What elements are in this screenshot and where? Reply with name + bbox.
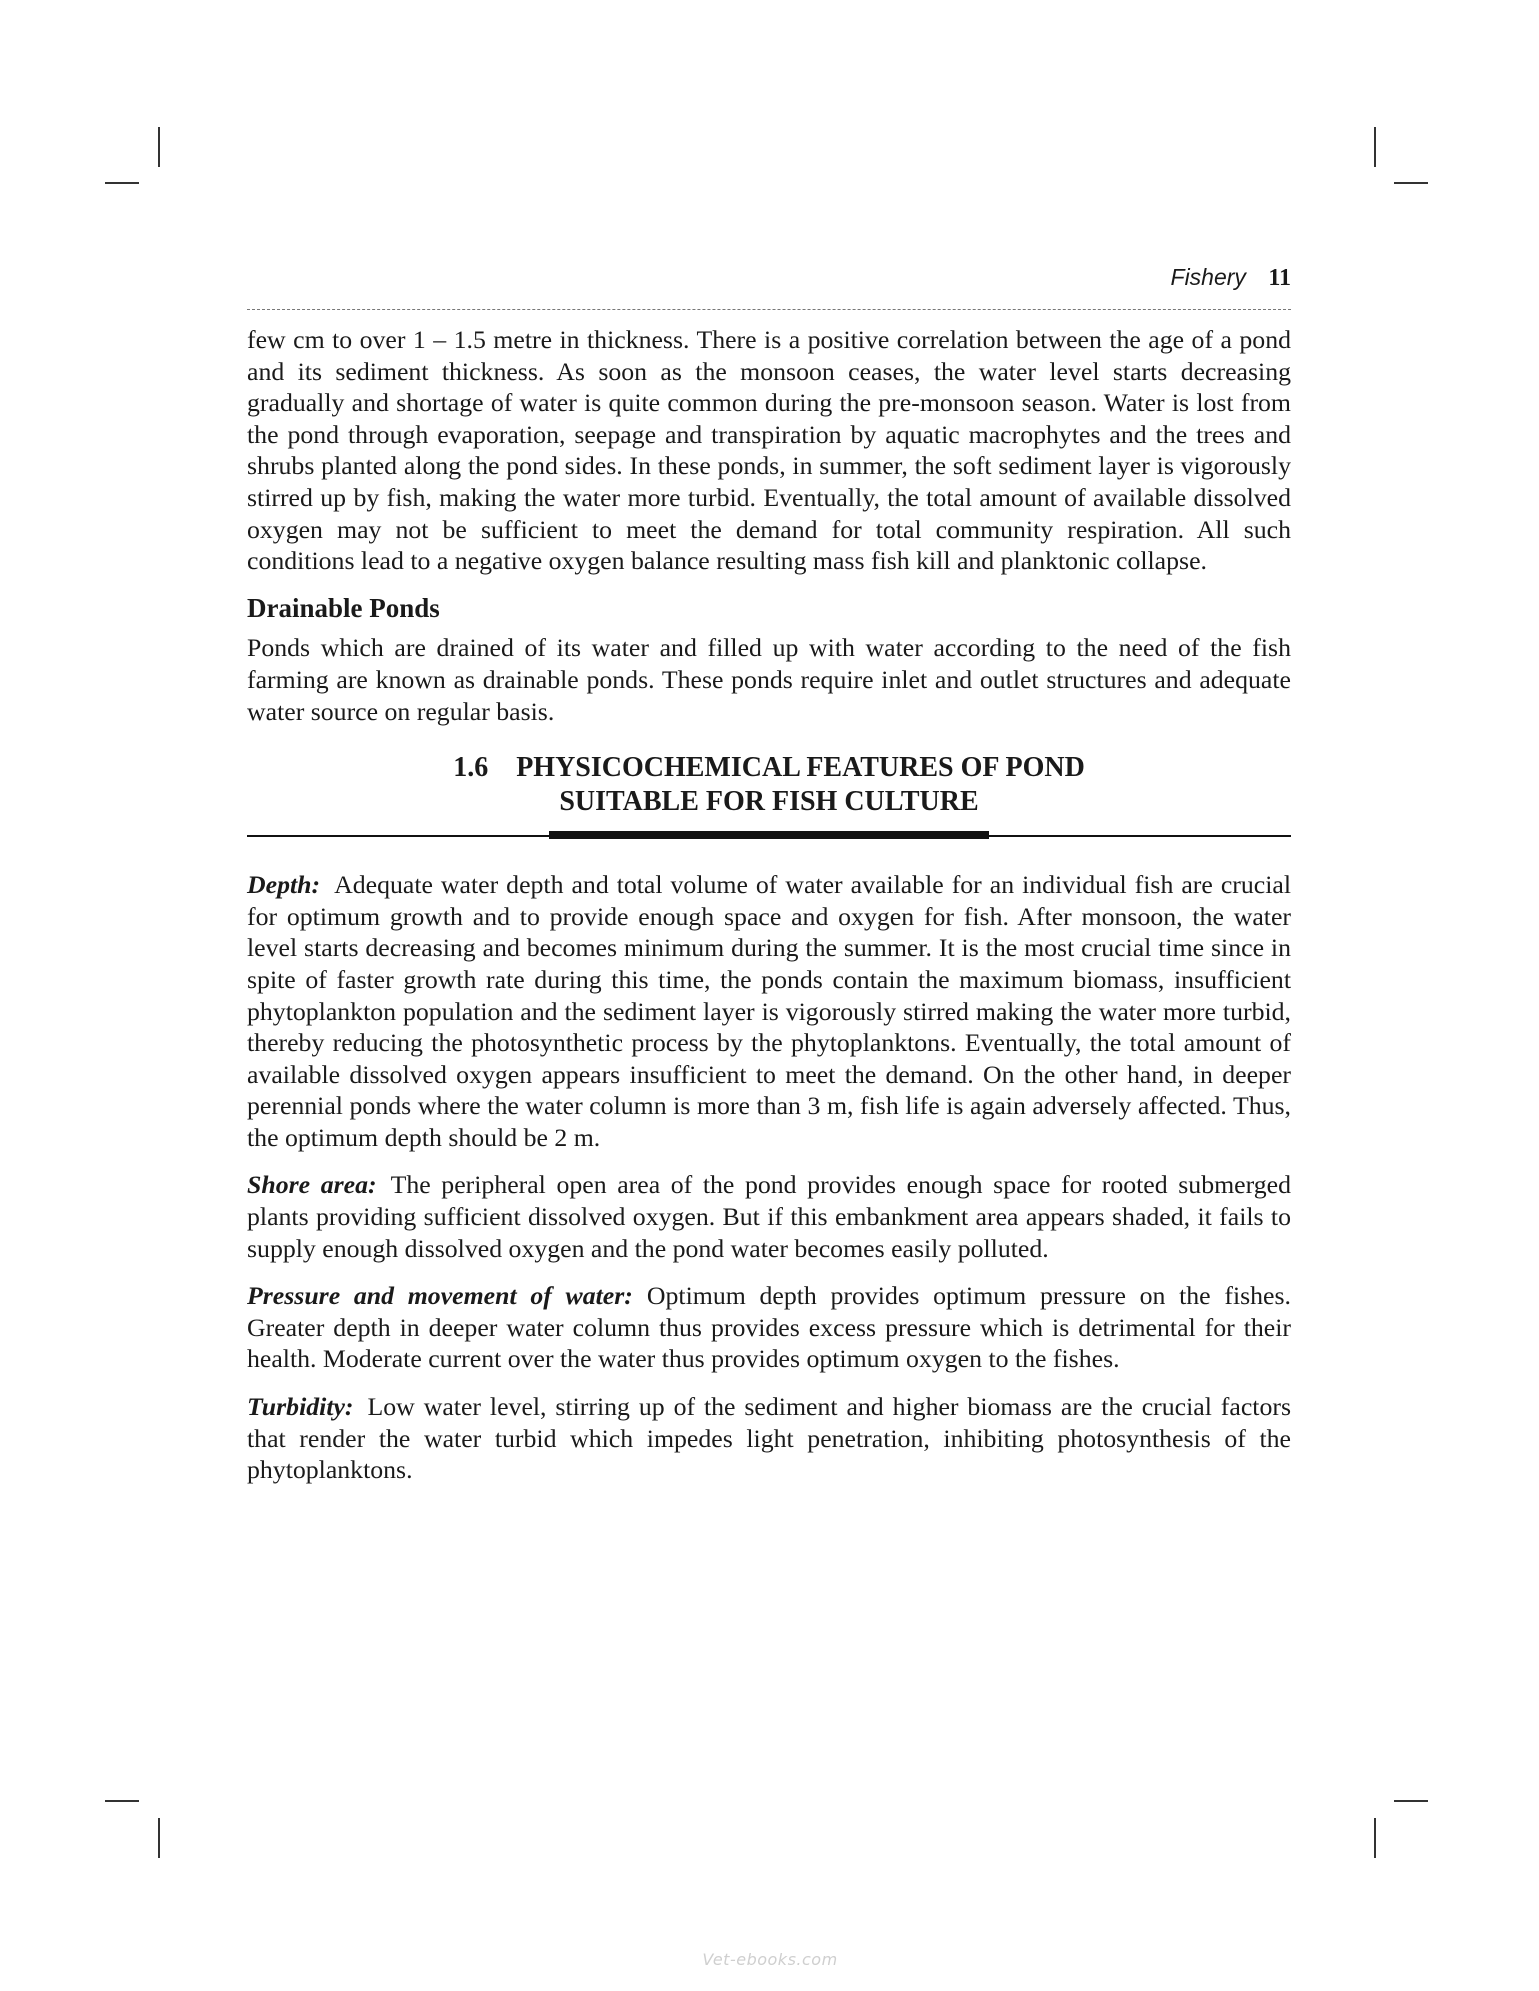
section-title	[247, 751, 1291, 819]
crop-mark-top-left	[158, 127, 160, 167]
feature-pressure	[247, 1280, 1291, 1375]
drainable-heading: Drainable Ponds	[247, 592, 440, 623]
feature-term: Shore area:	[247, 1170, 377, 1200]
page-number: 11	[1268, 265, 1291, 291]
drainable-paragraph: Ponds which are drained of its water and filled up with water according to the need of the fish farming are known as drainable ponds. These ponds require inlet and outlet structures and adequate water source on regular basis.	[247, 633, 1291, 726]
crop-mark-top-left-h	[105, 182, 139, 184]
feature-shore-area	[247, 1169, 1291, 1264]
feature-depth	[247, 869, 1291, 1153]
crop-mark-bottom-left-h	[105, 1800, 139, 1802]
intro-paragraph: few cm to over 1 – 1.5 metre in thickness. There is a positive correlation between the age of a pond and its sediment thickness. As soon as the monsoon ceases, the water level starts decreasing gradually and shortage of water is quite common during the pre-monsoon season. Water is lost from the pond through evaporation, seepage and transpiration by aquatic macrophytes and the trees and shrubs planted along the pond sides. In these ponds, in summer, the soft sediment layer is vigorously stirred up by fish, making the water more turbid. Eventually, the total amount of available dissolved oxygen may not be sufficient to meet the demand for total community respiration. All such conditions lead to a negative oxygen balance resulting mass fish kill and planktonic collapse.	[247, 325, 1291, 576]
section-title-line1: PHYSICOCHEMICAL FEATURES OF POND	[516, 752, 1085, 784]
crop-mark-bottom-right-h	[1394, 1800, 1428, 1802]
crop-mark-top-right-h	[1394, 182, 1428, 184]
section-rule	[247, 827, 1291, 839]
running-head	[247, 264, 1291, 292]
running-head-section: Fishery	[1170, 264, 1246, 290]
feature-text: Adequate water depth and total volume of water available for an individual fish are crucial for optimum growth and to provide enough space and oxygen for fish. After monsoon, the water level starts decreasing and becomes minimum during the summer. It is the most crucial time since in spite of faster growth rate during this time, the ponds contain the maximum biomass, insufficient phytoplankton population and the sediment layer is vigorously stirred making the water more turbid, thereby reducing the photosynthetic process by the phytoplanktons. Eventually, the total amount of available dissolved oxygen appears insufficient to meet the demand. On the other hand, in deeper perennial ponds where the water column is more than 3 m, fish life is again adversely affected. Thus, the optimum depth should be 2 m.	[247, 870, 1291, 1152]
section-rule-thick	[549, 831, 989, 839]
feature-turbidity	[247, 1391, 1291, 1486]
feature-term: Pressure and movement of water:	[247, 1281, 633, 1311]
feature-text: Low water level, stirring up of the sediment and higher biomass are the crucial factors that render the water turbid which impedes light penetration, inhibiting photosynthesis of the phytoplanktons.	[247, 1392, 1291, 1485]
header-rule	[247, 309, 1291, 310]
page-body	[247, 324, 1291, 1486]
watermark-logo: Vet-ebooks.com	[702, 1950, 838, 1969]
crop-mark-top-right	[1374, 127, 1376, 167]
crop-mark-bottom-left	[158, 1818, 160, 1858]
crop-mark-bottom-right	[1374, 1818, 1376, 1858]
section-number: 1.6	[453, 752, 489, 784]
feature-text: Optimum depth provides optimum pressure on the fishes. Greater depth in deeper water column thus provides excess pressure which is detrimental for their health. Moderate current over the water thus provides optimum oxygen to the fishes.	[247, 1281, 1291, 1374]
feature-term: Turbidity:	[247, 1392, 354, 1422]
feature-text: The peripheral open area of the pond provides enough space for rooted submerged plants providing sufficient dissolved oxygen. But if this embankment area appears shaded, it fails to supply enough dissolved oxygen and the pond water becomes easily polluted.	[247, 1170, 1291, 1263]
section-title-line2: SUITABLE FOR FISH CULTURE	[559, 786, 979, 818]
feature-term: Depth:	[247, 870, 321, 900]
